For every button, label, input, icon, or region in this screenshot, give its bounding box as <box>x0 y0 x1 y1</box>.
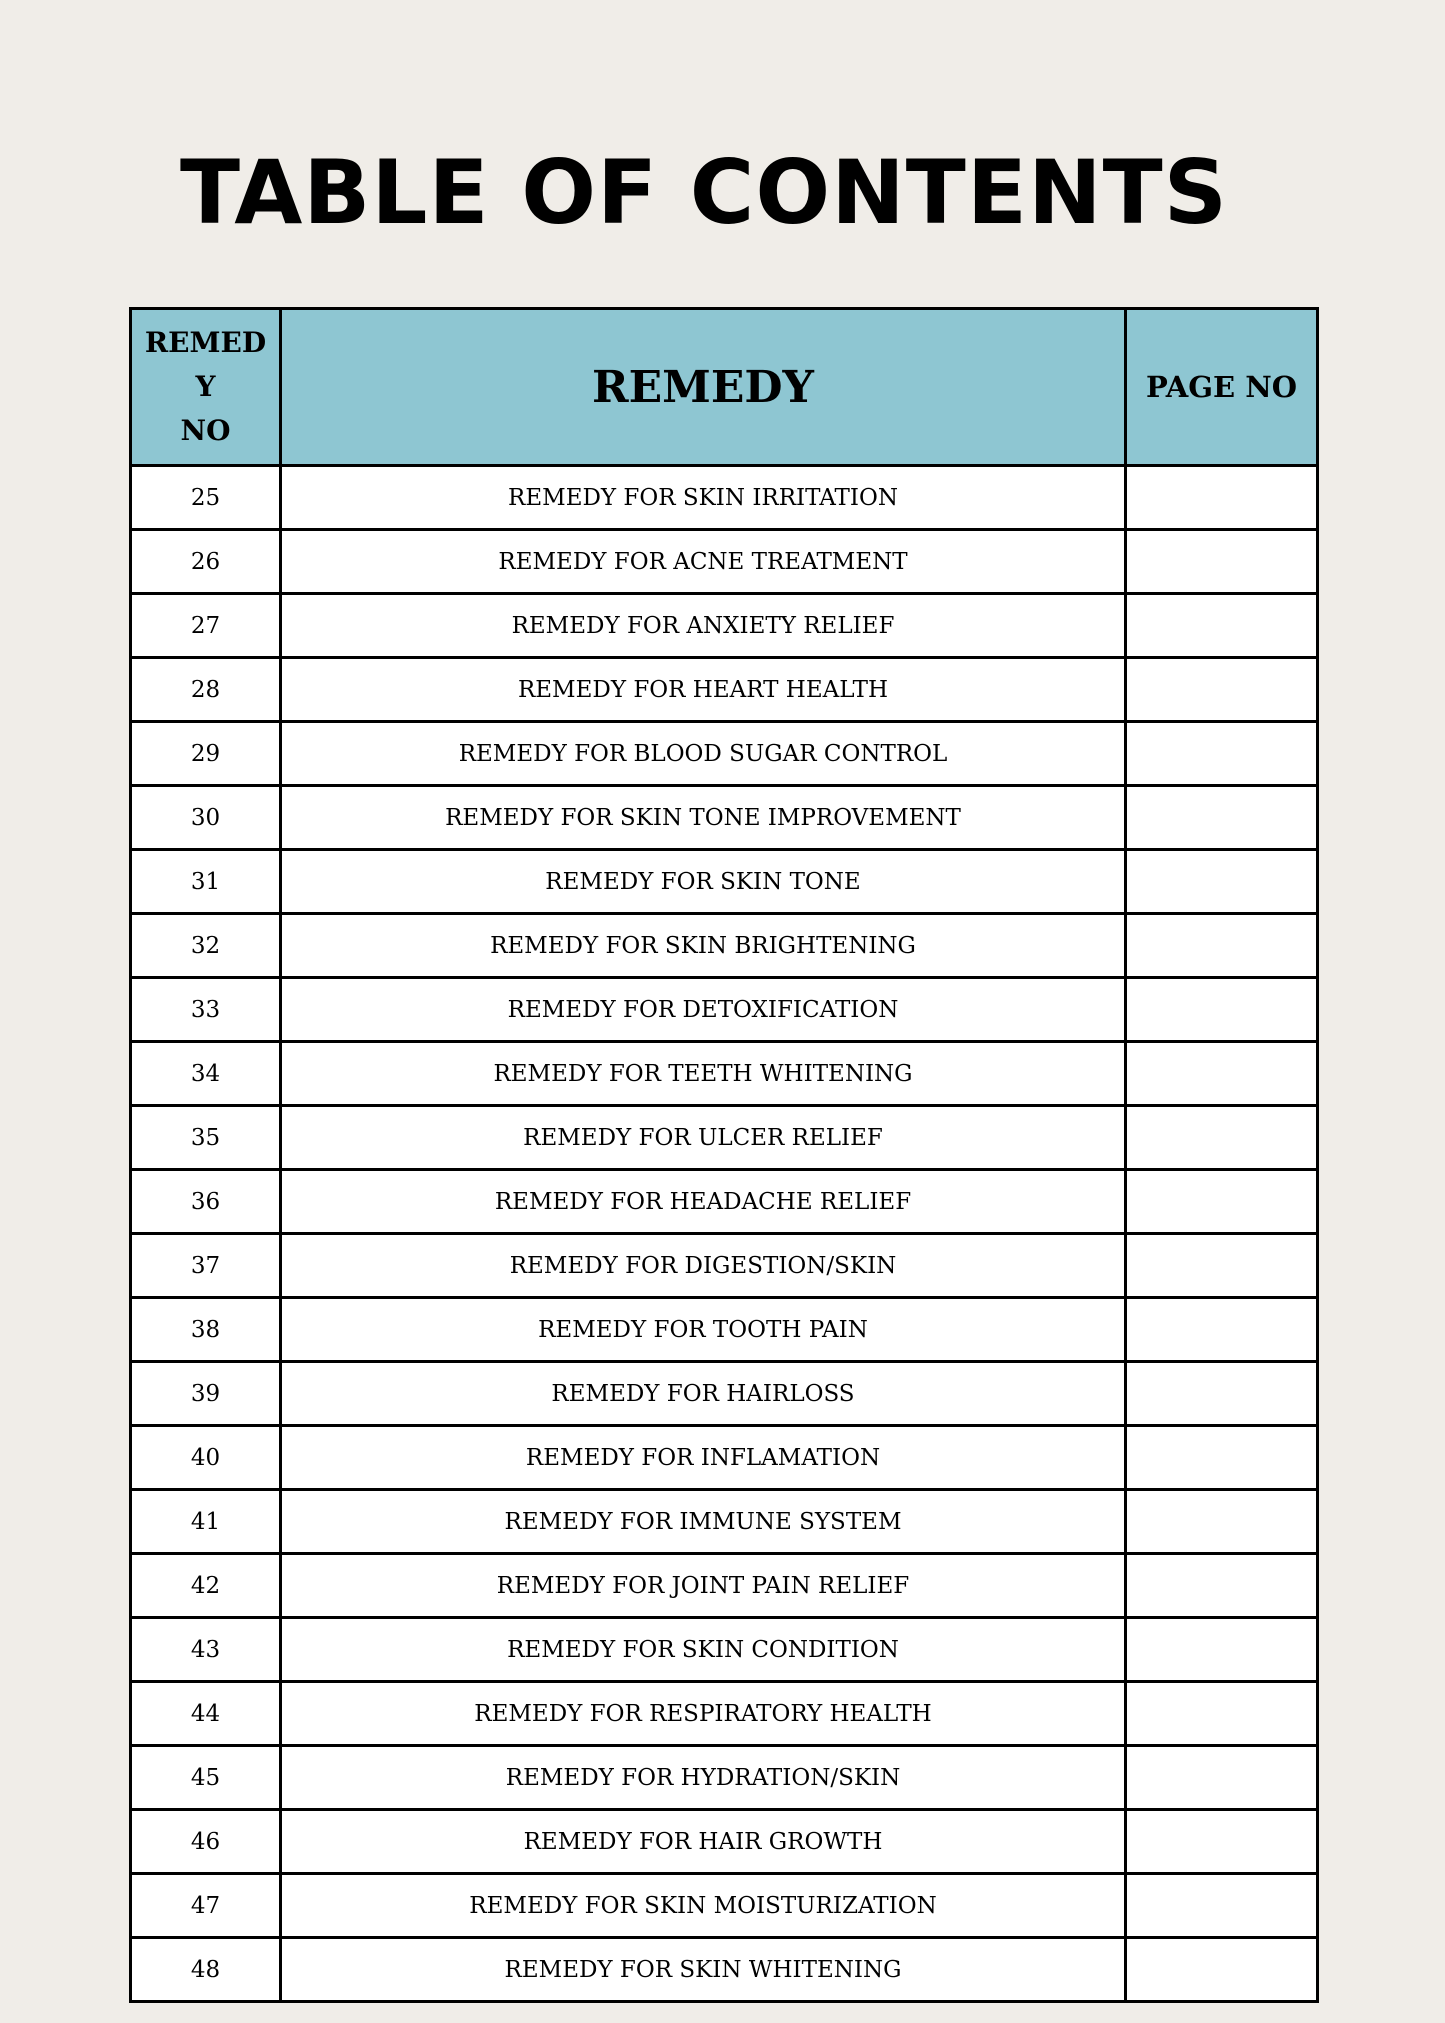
table-row <box>131 466 1318 530</box>
table-row <box>131 594 1318 658</box>
table-row <box>131 1682 1318 1746</box>
row-remedy-cell: REMEDY FOR ANXIETY RELIEF <box>281 594 1126 658</box>
header-remedy-number <box>131 309 281 466</box>
row-number-cell: 36 <box>131 1170 281 1234</box>
row-number-cell: 25 <box>131 466 281 530</box>
row-remedy-cell: REMEDY FOR RESPIRATORY HEALTH <box>281 1682 1126 1746</box>
row-remedy-cell: REMEDY FOR JOINT PAIN RELIEF <box>281 1554 1126 1618</box>
row-page-cell <box>1126 1874 1318 1938</box>
row-page-cell <box>1126 1938 1318 2002</box>
row-number-cell: 39 <box>131 1362 281 1426</box>
row-page-cell <box>1126 1298 1318 1362</box>
table-row <box>131 1874 1318 1938</box>
row-remedy-cell: REMEDY FOR HAIR GROWTH <box>281 1810 1126 1874</box>
row-number-cell: 34 <box>131 1042 281 1106</box>
row-page-cell <box>1126 530 1318 594</box>
row-number-cell: 30 <box>131 786 281 850</box>
row-number-cell: 29 <box>131 722 281 786</box>
row-remedy-cell: REMEDY FOR HEART HEALTH <box>281 658 1126 722</box>
row-remedy-cell: REMEDY FOR IMMUNE SYSTEM <box>281 1490 1126 1554</box>
table-row <box>131 1362 1318 1426</box>
table-row <box>131 1298 1318 1362</box>
table-row <box>131 1170 1318 1234</box>
row-number-cell: 40 <box>131 1426 281 1490</box>
row-remedy-cell: REMEDY FOR SKIN TONE <box>281 850 1126 914</box>
header-remedy-number-line: REMED <box>144 326 267 359</box>
row-page-cell <box>1126 722 1318 786</box>
row-number-cell: 32 <box>131 914 281 978</box>
row-page-cell <box>1126 1234 1318 1298</box>
table-row <box>131 850 1318 914</box>
row-page-cell <box>1126 786 1318 850</box>
row-page-cell <box>1126 466 1318 530</box>
row-remedy-cell: REMEDY FOR ACNE TREATMENT <box>281 530 1126 594</box>
row-page-cell <box>1126 1682 1318 1746</box>
row-page-cell <box>1126 1490 1318 1554</box>
row-page-cell <box>1126 978 1318 1042</box>
row-number-cell: 45 <box>131 1746 281 1810</box>
table-body <box>131 466 1318 2002</box>
row-number-cell: 26 <box>131 530 281 594</box>
row-page-cell <box>1126 1106 1318 1170</box>
table-row <box>131 1810 1318 1874</box>
row-number-cell: 35 <box>131 1106 281 1170</box>
row-number-cell: 43 <box>131 1618 281 1682</box>
row-number-cell: 33 <box>131 978 281 1042</box>
table-row <box>131 658 1318 722</box>
table-row <box>131 1234 1318 1298</box>
header-remedy: REMEDY <box>281 309 1126 466</box>
row-remedy-cell: REMEDY FOR SKIN CONDITION <box>281 1618 1126 1682</box>
row-remedy-cell: REMEDY FOR SKIN BRIGHTENING <box>281 914 1126 978</box>
row-page-cell <box>1126 914 1318 978</box>
table-row <box>131 722 1318 786</box>
row-remedy-cell: REMEDY FOR ULCER RELIEF <box>281 1106 1126 1170</box>
row-remedy-cell: REMEDY FOR SKIN IRRITATION <box>281 466 1126 530</box>
table-row <box>131 1618 1318 1682</box>
table-row <box>131 1426 1318 1490</box>
row-page-cell <box>1126 1746 1318 1810</box>
row-page-cell <box>1126 1618 1318 1682</box>
row-remedy-cell: REMEDY FOR TOOTH PAIN <box>281 1298 1126 1362</box>
table-row <box>131 530 1318 594</box>
header-page-number: PAGE NO <box>1126 309 1318 466</box>
table-row <box>131 914 1318 978</box>
row-page-cell <box>1126 1362 1318 1426</box>
row-remedy-cell: REMEDY FOR BLOOD SUGAR CONTROL <box>281 722 1126 786</box>
row-remedy-cell: REMEDY FOR HAIRLOSS <box>281 1362 1126 1426</box>
row-number-cell: 46 <box>131 1810 281 1874</box>
row-number-cell: 27 <box>131 594 281 658</box>
row-page-cell <box>1126 1042 1318 1106</box>
table-row <box>131 1042 1318 1106</box>
table-row <box>131 1938 1318 2002</box>
row-number-cell: 28 <box>131 658 281 722</box>
table-header-row <box>131 309 1318 466</box>
table-row <box>131 1106 1318 1170</box>
row-number-cell: 47 <box>131 1874 281 1938</box>
row-page-cell <box>1126 594 1318 658</box>
table-row <box>131 978 1318 1042</box>
row-number-cell: 41 <box>131 1490 281 1554</box>
row-number-cell: 48 <box>131 1938 281 2002</box>
row-number-cell: 44 <box>131 1682 281 1746</box>
row-remedy-cell: REMEDY FOR TEETH WHITENING <box>281 1042 1126 1106</box>
row-remedy-cell: REMEDY FOR HEADACHE RELIEF <box>281 1170 1126 1234</box>
header-remedy-number-line: Y <box>195 370 216 403</box>
table-row <box>131 786 1318 850</box>
page-title: TABLE OF CONTENTS <box>180 141 1228 244</box>
row-page-cell <box>1126 850 1318 914</box>
row-number-cell: 37 <box>131 1234 281 1298</box>
header-remedy-number-line: NO <box>180 414 231 447</box>
row-remedy-cell: REMEDY FOR SKIN TONE IMPROVEMENT <box>281 786 1126 850</box>
row-number-cell: 38 <box>131 1298 281 1362</box>
row-number-cell: 31 <box>131 850 281 914</box>
row-page-cell <box>1126 1170 1318 1234</box>
row-page-cell <box>1126 1810 1318 1874</box>
row-remedy-cell: REMEDY FOR DIGESTION/SKIN <box>281 1234 1126 1298</box>
row-remedy-cell: REMEDY FOR DETOXIFICATION <box>281 978 1126 1042</box>
contents-table <box>129 307 1319 2003</box>
row-page-cell <box>1126 1426 1318 1490</box>
table-row <box>131 1746 1318 1810</box>
row-page-cell <box>1126 1554 1318 1618</box>
row-remedy-cell: REMEDY FOR SKIN MOISTURIZATION <box>281 1874 1126 1938</box>
row-remedy-cell: REMEDY FOR HYDRATION/SKIN <box>281 1746 1126 1810</box>
row-page-cell <box>1126 658 1318 722</box>
table-row <box>131 1554 1318 1618</box>
row-remedy-cell: REMEDY FOR SKIN WHITENING <box>281 1938 1126 2002</box>
row-number-cell: 42 <box>131 1554 281 1618</box>
table-row <box>131 1490 1318 1554</box>
row-remedy-cell: REMEDY FOR INFLAMATION <box>281 1426 1126 1490</box>
